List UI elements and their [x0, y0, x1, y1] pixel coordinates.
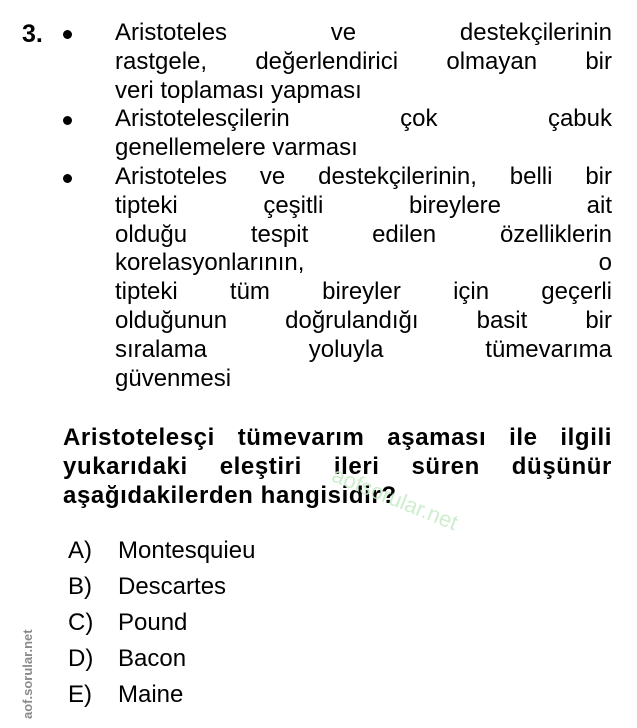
option-b[interactable] [68, 569, 255, 605]
option-a[interactable] [68, 533, 255, 569]
option-letter: D) [68, 645, 94, 672]
option-text: Pound [118, 609, 188, 636]
premise-line: Aristotelesçilerin çok çabuk [115, 105, 612, 133]
premise-list [0, 19, 637, 393]
premise-line: Aristoteles ve destekçilerinin [115, 19, 612, 46]
bullet-icon [63, 116, 72, 125]
premise-text [115, 163, 612, 393]
stem-line: aşağıdakilerden hangisidir? [63, 481, 397, 509]
option-letter: A) [68, 537, 92, 564]
premise-line: olduğunun doğrulandığı basit bir [115, 306, 612, 334]
option-text: Bacon [118, 645, 187, 672]
premise-line: güvenmesi [115, 364, 232, 392]
premise-text [115, 19, 612, 105]
option-text: Descartes [118, 573, 227, 600]
option-c[interactable] [68, 605, 255, 641]
premise-line: sıralama yoluyla tümevarıma [115, 335, 612, 363]
premise-line: korelasyonlarının, o [115, 249, 612, 277]
vertical-watermark: aof.sorular.net [20, 629, 35, 719]
premise-item-3 [0, 163, 637, 393]
premise-line: tipteki tüm bireyler için geçerli [115, 278, 612, 306]
premise-line: genellemelere varması [115, 134, 358, 162]
premise-line: olduğu tespit edilen özelliklerin [115, 220, 612, 248]
premise-item-2 [0, 105, 637, 163]
stem-line: Aristotelesçi tümevarım aşaması ile ilgili [63, 424, 612, 451]
option-letter: B) [68, 573, 92, 600]
premise-text [115, 105, 612, 163]
premise-line: rastgele, değerlendirici olmayan bir [115, 47, 612, 75]
stem-line: yukarıdaki eleştiri ileri süren düşünür [63, 452, 612, 480]
option-letter: C) [68, 609, 94, 636]
option-text: Montesquieu [118, 537, 256, 564]
premise-line: Aristoteles ve destekçilerinin, belli bir [115, 162, 612, 190]
option-letter: E) [68, 681, 92, 708]
option-text: Maine [118, 681, 184, 708]
premise-line: tipteki çeşitli bireylere ait [115, 191, 612, 219]
answer-options [68, 533, 255, 713]
option-e[interactable] [68, 677, 255, 713]
diagonal-watermark: aofsorular.net [328, 462, 462, 536]
question-stem [63, 423, 612, 509]
option-d[interactable] [68, 641, 255, 677]
premise-line: veri toplaması yapması [115, 76, 362, 104]
question-number: 3. [22, 20, 43, 48]
bullet-icon [63, 30, 72, 39]
premise-item-1 [0, 19, 637, 105]
bullet-icon [63, 174, 72, 183]
